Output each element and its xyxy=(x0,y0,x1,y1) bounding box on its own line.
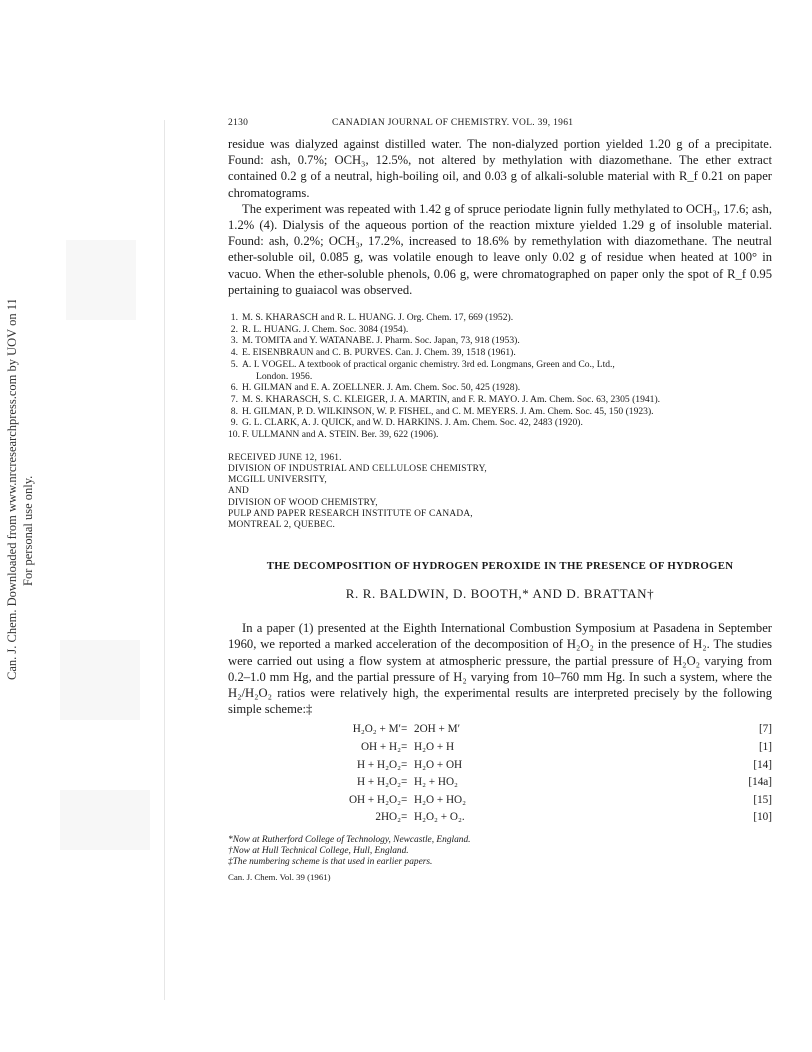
equation-lhs: OH + H₂ xyxy=(360,741,401,753)
reference-number: 3. xyxy=(230,335,238,347)
gutter-shadow xyxy=(164,120,165,1000)
reference-text: E. EISENBRAUN and C. B. PURVES. Can. J. Chem. 39, 1518 (1961). xyxy=(242,347,516,359)
equals-sign: = xyxy=(401,776,408,789)
scan-artifact xyxy=(60,790,150,850)
footnote: †Now at Hull Technical College, Hull, England. xyxy=(228,845,409,856)
scan-artifact xyxy=(60,640,140,720)
article-title: THE DECOMPOSITION OF HYDROGEN PEROXIDE IN THE PRESENCE OF HYDROGEN xyxy=(266,560,734,573)
reference-item xyxy=(228,312,772,324)
reference-number: 6. xyxy=(230,382,238,394)
equation-lhs: OH + H₂O₂ xyxy=(348,793,401,806)
footnote: ‡The numbering scheme is that used in earlier papers. xyxy=(228,856,433,867)
footnote: *Now at Rutherford College of Technology, Newcastle, England. xyxy=(228,834,471,845)
reference-text: A. I. VOGEL. A textbook of practical organic chemistry. 3rd ed. Longmans, Green and Co., Ltd., xyxy=(242,358,615,370)
equation-lhs: H + H₂O₂ xyxy=(357,776,401,789)
equation-row xyxy=(228,811,772,829)
equation-rhs: 2OH + M′ xyxy=(414,723,461,736)
affiliation-line: PULP AND PAPER RESEARCH INSTITUTE OF CANADA, xyxy=(228,508,473,519)
reference-text: G. L. CLARK, A. J. QUICK, and W. D. HARKINS. J. Am. Chem. Soc. 42, 2483 (1920). xyxy=(242,417,583,429)
reference-number: 8. xyxy=(230,405,238,417)
reference-continuation: London. 1956. xyxy=(256,370,313,382)
affiliation-line: AND xyxy=(228,486,249,497)
equation-rhs: H₂O + H xyxy=(414,741,455,753)
equation-lhs: 2HO₂ xyxy=(375,811,401,824)
reference-item xyxy=(228,417,772,429)
equals-sign: = xyxy=(401,723,408,736)
reference-item xyxy=(228,335,772,347)
equation-rhs: H₂O₂ + O₂. xyxy=(414,811,465,824)
affiliation-line: MONTREAL 2, QUEBEC. xyxy=(228,519,336,530)
intro-paragraph: In a paper (1) presented at the Eighth International Combustion Symposium at Pasadena in September 1960, we reported a marked acceleration of the decomposition of H₂O₂ in the presence of H₂. The studies were carried out using a flow system at atmospheric pressure, the partial pressure of H₂O₂ varying from 0.2–1.0 mm Hg, and the partial pressure of H₂ varying from 10–760 mm Hg. In such a system, where the H₂/H₂O₂ ratios were relatively high, the experimental results are interpreted precisely by the following simple scheme:‡ xyxy=(228,621,772,717)
reference-item xyxy=(228,382,772,394)
watermark-line-2: For personal use only. xyxy=(21,475,35,586)
equals-sign: = xyxy=(401,793,408,806)
equation-number: [15] xyxy=(753,793,772,806)
reference-number: 9. xyxy=(230,417,238,429)
reference-number: 10. xyxy=(228,429,240,441)
reference-number: 1. xyxy=(230,312,238,324)
equation-row xyxy=(228,759,772,777)
watermark-line-1: Can. J. Chem. Downloaded from www.nrcresearchpress.com by UOV on 11/11/14 xyxy=(5,300,19,680)
equation-number: [14a] xyxy=(748,776,772,789)
download-watermark xyxy=(2,300,50,700)
reference-text: R. L. HUANG. J. Chem. Soc. 3084 (1954). xyxy=(242,323,409,335)
paragraph: The experiment was repeated with 1.42 g of spruce periodate lignin fully methylated to OCH₃, 17.6; ash, 1.2% (4). Dialysis of the aqueous portion of the reaction mixture yielded 1.29 g of insoluble material. Found: ash, 0.2%; OCH₃, 17.2%, increased to 18.6% by remethylation with diazomethane. The neutral ether-soluble oil, 0.085 g, was volatile enough to leave only 0.02 g of residue when heated at 100° in vacuo. When the ether-soluble phenols, 0.06 g, were chromatographed on paper only the spot of R_f 0.95 pertaining to guaiacol was observed. xyxy=(228,201,772,297)
equation-row xyxy=(228,723,772,741)
equation-number: [10] xyxy=(753,811,772,824)
equals-sign: = xyxy=(401,758,408,771)
reference-item xyxy=(228,429,772,441)
reference-item xyxy=(228,406,772,418)
equation-rhs: H₂ + HO₂ xyxy=(414,776,458,789)
reference-item xyxy=(228,324,772,336)
affiliation-line: DIVISION OF WOOD CHEMISTRY, xyxy=(228,497,378,508)
equation-number: [1] xyxy=(758,741,772,753)
received-affiliation-block xyxy=(228,453,772,531)
reference-list xyxy=(228,312,772,441)
running-title: CANADIAN JOURNAL OF CHEMISTRY. VOL. 39, 1961 xyxy=(332,118,574,128)
affiliation-line: MCGILL UNIVERSITY, xyxy=(228,475,327,486)
journal-footer: Can. J. Chem. Vol. 39 (1961) xyxy=(228,872,331,883)
journal-page xyxy=(228,118,772,882)
equals-sign: = xyxy=(401,741,408,753)
equation-row xyxy=(228,741,772,759)
equation-rhs: H₂O + HO₂ xyxy=(414,793,467,806)
equation-rhs: H₂O + OH xyxy=(414,758,463,771)
received-date: RECEIVED JUNE 12, 1961. xyxy=(228,452,342,463)
affiliation-line: DIVISION OF INDUSTRIAL AND CELLULOSE CHEMISTRY, xyxy=(228,463,487,474)
reference-number: 2. xyxy=(230,323,238,335)
reference-number: 5. xyxy=(230,358,238,370)
reference-text: M. S. KHARASCH and R. L. HUANG. J. Org. Chem. 17, 669 (1952). xyxy=(242,312,514,324)
reference-number: 4. xyxy=(230,347,238,359)
equation-lhs: H₂O₂ + M′ xyxy=(352,723,401,736)
reference-text: M. TOMITA and Y. WATANABE. J. Pharm. Soc. Japan, 73, 918 (1953). xyxy=(242,335,520,347)
reference-number: 7. xyxy=(230,393,238,405)
equation-row xyxy=(228,794,772,812)
equation-row xyxy=(228,776,772,794)
page-number: 2130 xyxy=(228,118,249,128)
reference-item xyxy=(228,359,772,382)
reference-text: M. S. KHARASCH, S. C. KLEIGER, J. A. MARTIN, and F. R. MAYO. J. Am. Chem. Soc. 63, 2305 (1941). xyxy=(242,393,661,405)
article-authors: R. R. BALDWIN, D. BOOTH,* AND D. BRATTAN† xyxy=(345,586,655,602)
equation-number: [14] xyxy=(753,758,772,771)
reference-item xyxy=(228,347,772,359)
running-header xyxy=(228,118,772,134)
reference-item xyxy=(228,394,772,406)
reference-text: H. GILMAN, P. D. WILKINSON, W. P. FISHEL, and C. M. MEYERS. J. Am. Chem. Soc. 45, 150 (1923). xyxy=(242,405,654,417)
equals-sign: = xyxy=(401,811,408,824)
scan-artifact xyxy=(66,240,136,320)
paragraph: residue was dialyzed against distilled water. The non-dialyzed portion yielded 1.20 g of a precipitate. Found: ash, 0.7%; OCH₃, 12.5%, not altered by methylation with diazomethane. The ether extract contained 0.2 g of a neutral, high-boiling oil, and 0.03 g of alkali-soluble material with R_f 0.21 on paper chromatograms. xyxy=(228,137,772,200)
equation-number: [7] xyxy=(758,723,772,736)
footnotes xyxy=(228,835,772,867)
reference-text: H. GILMAN and E. A. ZOELLNER. J. Am. Chem. Soc. 50, 425 (1928). xyxy=(242,382,521,394)
reaction-scheme xyxy=(228,723,772,829)
equation-lhs: H + H₂O₂ xyxy=(357,758,401,771)
reference-text: F. ULLMANN and A. STEIN. Ber. 39, 622 (1906). xyxy=(242,429,439,441)
